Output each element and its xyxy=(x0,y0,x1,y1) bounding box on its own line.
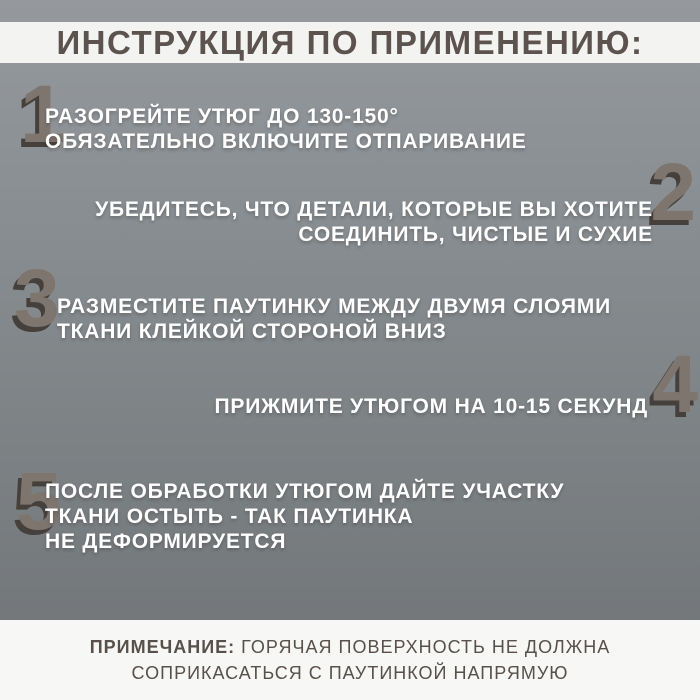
step-3-text xyxy=(57,294,611,344)
step-5-number: 5 xyxy=(16,456,62,547)
note-line-1 xyxy=(90,634,611,660)
step-2-text xyxy=(95,197,653,247)
step-1-number: 1 xyxy=(20,69,66,160)
step-1-line-1: РАЗОГРЕЙТЕ УТЮГ ДО 130-150° xyxy=(45,105,399,128)
step-3-number: 3 xyxy=(14,253,60,344)
step-3-line-2: ТКАНИ КЛЕЙКОЙ СТОРОНОЙ ВНИЗ xyxy=(57,320,447,343)
step-1-line-2: ОБЯЗАТЕЛЬНО ВКЛЮЧИТЕ ОТПАРИВАНИЕ xyxy=(45,130,527,153)
note-line-2: СОПРИКАСАТЬСЯ С ПАУТИНКОЙ НАПРЯМУЮ xyxy=(131,663,569,683)
page-title: ИНСТРУКЦИЯ ПО ПРИМЕНЕНИЮ: xyxy=(56,23,644,61)
step-2-line-1: УБЕДИТЕСЬ, ЧТО ДЕТАЛИ, КОТОРЫЕ ВЫ ХОТИТЕ xyxy=(95,198,653,221)
step-4-line-1: ПРИЖМИТЕ УТЮГОМ НА 10-15 СЕКУНД xyxy=(214,395,648,418)
step-1-text xyxy=(45,104,527,154)
step-5-line-1: ПОСЛЕ ОБРАБОТКИ УТЮГОМ ДАЙТЕ УЧАСТКУ xyxy=(45,480,565,503)
step-4-number: 4 xyxy=(652,339,698,430)
step-2-line-2: СОЕДИНИТЬ, ЧИСТЫЕ И СУХИЕ xyxy=(298,223,653,246)
step-3-line-1: РАЗМЕСТИТЕ ПАУТИНКУ МЕЖДУ ДВУМЯ СЛОЯМИ xyxy=(57,295,611,318)
step-5-line-3: НЕ ДЕФОРМИРУЕТСЯ xyxy=(45,530,287,553)
title-banner xyxy=(0,22,700,63)
note-line-1-text: ГОРЯЧАЯ ПОВЕРХНОСТЬ НЕ ДОЛЖНА xyxy=(241,637,611,657)
step-5-text xyxy=(45,479,564,554)
step-4-text xyxy=(215,394,648,419)
step-2-number: 2 xyxy=(650,147,696,238)
step-5-line-2: ТКАНИ ОСТЫТЬ - ТАК ПАУТИНКА xyxy=(45,505,414,528)
note-label: ПРИМЕЧАНИЕ: xyxy=(89,637,236,657)
note-banner xyxy=(0,620,700,700)
